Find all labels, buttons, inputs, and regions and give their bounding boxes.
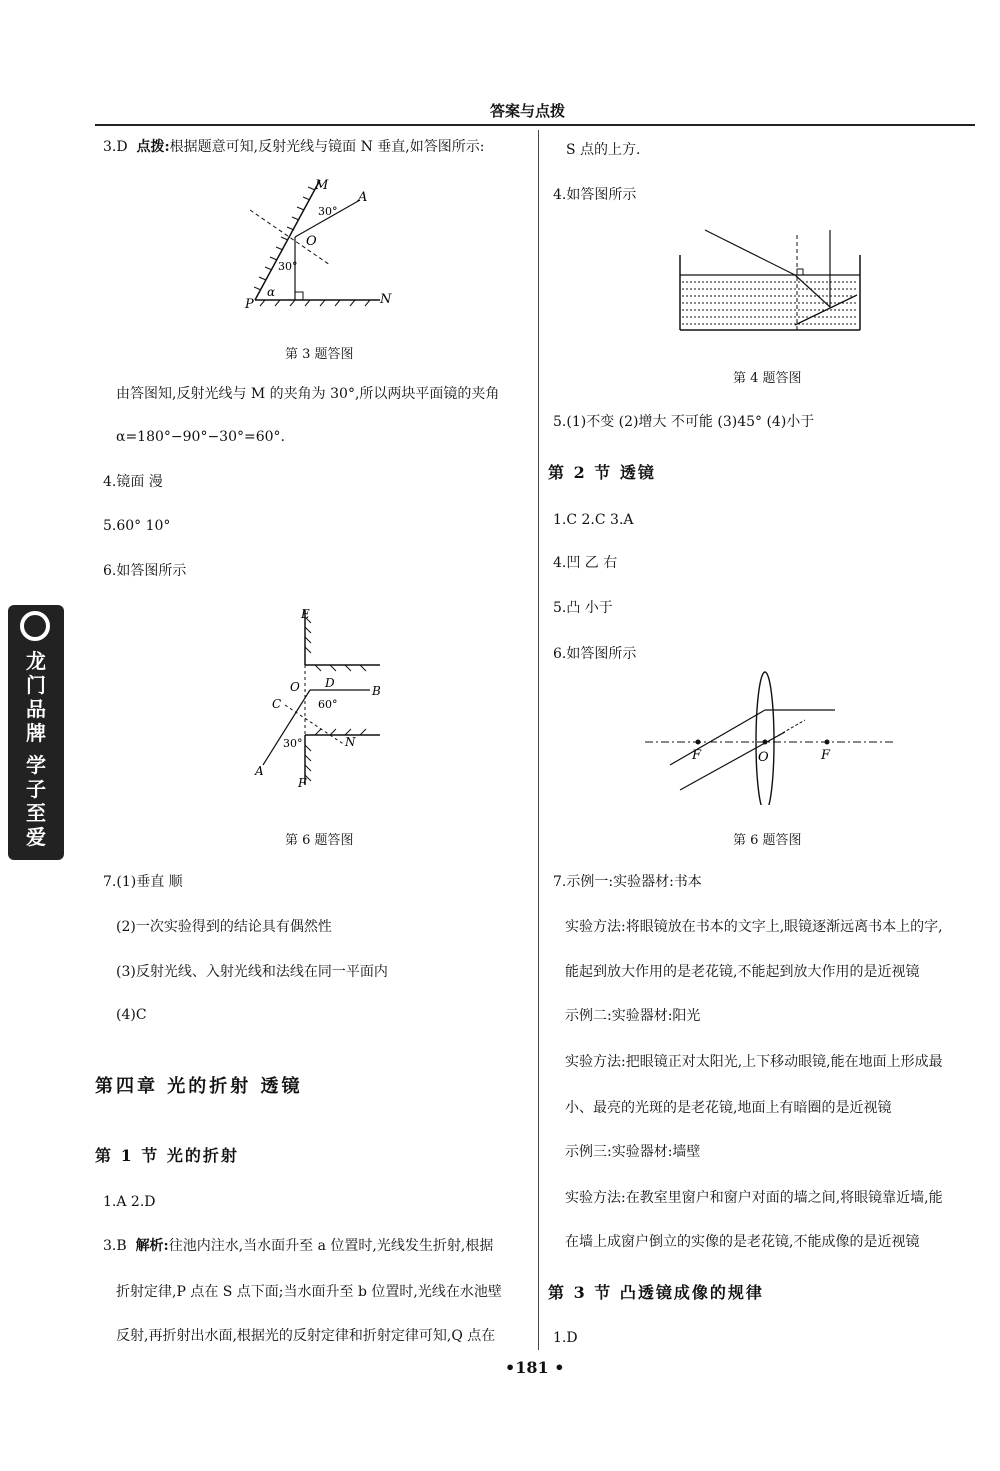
label-A6: A [255,764,264,778]
q3-text: 根据题意可知,反射光线与镜面 N 垂直,如答图所示: [169,139,485,155]
s1-q3-line3: 反射,再折射出水面,根据光的反射定律和折射定律可知,Q 点在 [116,1328,496,1344]
q5-answer: 5.60° 10° [103,518,171,534]
label-angle-30a: 30° [318,205,338,218]
q7-line2: (2)一次实验得到的结论具有偶然性 [116,919,332,935]
page-header: 答案与点拨 [490,102,566,120]
r-q7-l7: 示例三:实验器材:墙壁 [565,1144,701,1160]
label-B: B [372,684,381,698]
s2-q5: 5.凸 小于 [553,600,613,616]
label-O-lens: O [758,750,769,765]
column-divider [538,130,539,1350]
figure-q6-left [245,605,395,795]
s3-q1: 1.D [553,1330,578,1346]
s2-q6: 6.如答图所示 [553,646,637,662]
s2-q4: 4.凹 乙 右 [553,555,618,571]
label-angle-60: 60° [318,698,338,711]
label-N6: N [345,735,356,749]
label-F2: F [821,748,831,763]
r-q7-l4: 示例二:实验器材:阳光 [565,1008,701,1024]
label-angle-30: 30° [283,737,303,750]
brand-text: 龙门品牌 [26,649,46,745]
r-q7-l3: 能起到放大作用的是老花镜,不能起到放大作用的是近视镜 [565,964,920,980]
label-F1: F [692,748,702,763]
r-q7-l5: 实验方法:把眼镜正对太阳光,上下移动眼镜,能在地面上形成最 [565,1054,943,1070]
label-angle-30b: 30° [278,260,298,273]
label-M: M [315,178,329,193]
brand-sidebar [8,605,64,860]
r-q7-l8: 实验方法:在教室里窗户和窗户对面的墙之间,将眼镜靠近墙,能 [565,1190,943,1206]
q3-number: 3.D [103,139,128,155]
q3-explain-1: 由答图知,反射光线与 M 的夹角为 30°,所以两块平面镜的夹角 [116,386,500,402]
r-q7-l9: 在墙上成窗户倒立的实像的是老花镜,不能成像的是近视镜 [565,1234,920,1250]
s1-q3-text: 往池内注水,当水面升至 a 位置时,光线发生折射,根据 [168,1238,494,1254]
label-alpha: α [267,285,276,299]
fig3-caption: 第 3 题答图 [285,347,354,362]
label-C: C [272,697,282,711]
label-N: N [380,292,392,307]
r-q7-l1: 7.示例一:实验器材:书本 [553,874,702,890]
r-q7-l6: 小、最亮的光斑的是老花镜,地面上有暗圈的是近视镜 [565,1100,892,1116]
q3-explain-2: α=180°−90°−30°=60°. [116,429,285,445]
s1-q3-line2: 折射定律,P 点在 S 点下面;当水面升至 b 位置时,光线在水池壁 [116,1284,502,1300]
right-continuation: S 点的上方. [566,142,641,158]
q6-answer: 6.如答图所示 [103,563,187,579]
q7-line4: (4)C [116,1007,147,1023]
s1-q3-tag: 解析: [135,1238,169,1254]
label-E: E [301,607,310,621]
fig6-caption-right: 第 6 题答图 [733,833,802,848]
label-O: O [306,234,317,249]
r-q4: 4.如答图所示 [553,187,637,203]
r-q5: 5.(1)不变 (2)增大 不可能 (3)45° (4)小于 [553,414,815,430]
fig6-caption-left: 第 6 题答图 [285,833,354,848]
slogan-text: 学子至爱 [26,753,46,849]
q3-tag: 点拨: [136,139,170,155]
label-F: F [298,776,307,790]
figure-q4-right [675,225,865,335]
header-rule [95,124,975,126]
page-number: •181 • [505,1358,565,1377]
brand-logo-icon [20,611,50,641]
chapter-title: 第四章 光的折射 透镜 [95,1076,303,1097]
s2-q1: 1.C 2.C 3.A [553,512,634,528]
label-D: D [325,676,335,690]
section1-title: 第 1 节 光的折射 [95,1146,239,1165]
section2-title: 第 2 节 透镜 [548,463,656,482]
r-q7-l2: 实验方法:将眼镜放在书本的文字上,眼镜逐渐远离书本上的字, [565,919,943,935]
label-P: P [245,297,254,312]
section3-title: 第 3 节 凸透镜成像的规律 [548,1283,764,1302]
label-O6: O [290,680,300,694]
fig4-caption: 第 4 题答图 [733,371,802,386]
figure-q6-right [640,665,900,805]
s1-q3-line1 [103,1236,493,1256]
s1-q3-number: 3.B [103,1238,127,1254]
label-A: A [358,190,368,205]
s1-q12: 1.A 2.D [103,1194,156,1210]
q7-line1: 7.(1)垂直 顺 [103,874,183,890]
figure-q3 [240,175,400,315]
left-q3-line [103,137,484,157]
q4-answer: 4.镜面 漫 [103,474,163,490]
q7-line3: (3)反射光线、入射光线和法线在同一平面内 [116,964,388,980]
